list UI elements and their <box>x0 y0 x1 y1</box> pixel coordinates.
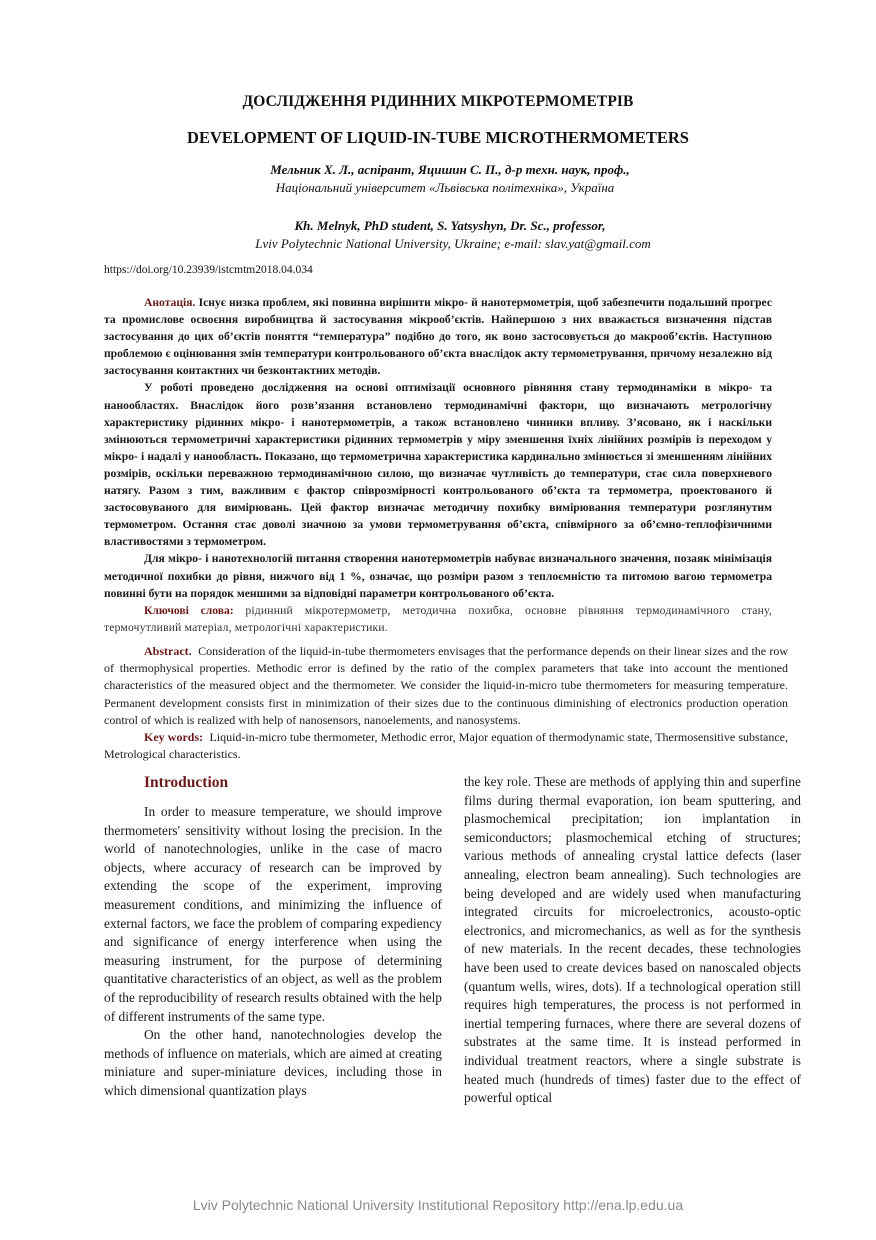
body-paragraph: In order to measure temperature, we should improve thermometers' sensitivity without losing the precision. In the world of nanotechnologies, unlike in the case of macro objects, where accuracy of research can be improved by extending the scope of the experiment, improving measurement conditions, and minimizing the influence of external factors, we face the problem of comparing expediency and significance of energy interference when using the measuring instrument, for the purpose of determining quantitative characteristics of an object, as well as the problem of the reproducibility of research results obtained with the help of different instruments of the same type. <box>104 804 442 1024</box>
annotation-paragraph: Для мікро- і нанотехнологій питання створення нанотермометрів набуває визначального значення, позаяк мінімізація методичної похибки до рівня, нижчого від 1 %, означає, що розміри разом з теплоємністю та питомою вагою термометра повинні бути на порядок меншими за відповідні параметри контрольованого об’єкта. <box>104 552 772 600</box>
section-heading-introduction: Introduction <box>144 774 229 791</box>
keywords-text: Liquid-in-micro tube thermometer, Methodic error, Major equation of thermodynamic state, Thermosensitive substance, Metrological characteristics. <box>104 730 789 762</box>
keywords-english <box>104 729 788 763</box>
keywords-label: Key words: <box>144 730 204 745</box>
annotation-text: Існує низка проблем, які повинна вирішити мікро- й нанотермометрія, щоб забезпечити подальший прогрес та промислове освоєння виробництва й застосування мікрооб’єктів. Найпершою з них вважається визначення підстав застосування до цих об’єктів поняття “температура” подібно до того, як воно застосовується до макрооб’єктів. Наступною проблемою є оцінювання змін температури контрольованого об’єкта внаслідок акту термометрування, причому незалежно від застосування контактних чи безконтактних методів. <box>104 296 772 378</box>
right-column <box>464 770 801 1108</box>
affiliation-english: Lviv Polytechnic National University, Ukraine; e-mail: slav.yat@gmail.com <box>255 236 651 251</box>
authors-ukrainian: Мельник Х. Л., аспірант, Яцишин С. П., д-р техн. наук, проф., <box>270 162 630 177</box>
keywords-label: Ключові слова: <box>144 603 234 617</box>
doi-link[interactable]: https://doi.org/10.23939/istcmtm2018.04.034 <box>104 264 313 276</box>
title-ukrainian: ДОСЛІДЖЕННЯ РІДИННИХ МІКРОТЕРМОМЕТРІВ <box>242 93 634 110</box>
left-column <box>104 770 442 1101</box>
affiliation-ukrainian: Національний університет «Львівська політехніка», Україна <box>275 180 615 195</box>
annotation-label: Анотація. <box>144 296 196 309</box>
abstract-english <box>104 643 788 763</box>
annotation-ukrainian <box>104 294 772 636</box>
keywords-text: рідинний мікротермометр, методична похибка, основне рівняння термодинамічного стану, термочутливий матеріал, метрологічні характеристики. <box>104 603 772 634</box>
abstract-text: Consideration of the liquid-in-tube thermometers envisages that the performance depends on their linear sizes and the row of thermophysical properties. Methodic error is defined by the ratio of the complex parameters that take into account the mentioned characteristics of the measured object and the thermometer. We consider the liquid-in-micro tube thermometers for measuring temperature. Permanent development consists first in minimization of their sizes due to the continuous diminishing of electronics production operation control of which is realized with help of nanosensors, nanoelements, and nanosystems. <box>104 644 789 727</box>
keywords-ukrainian <box>104 602 772 636</box>
authors-english: Kh. Melnyk, PhD student, S. Yatsyshyn, Dr. Sc., professor, <box>294 218 606 233</box>
title-english: DEVELOPMENT OF LIQUID-IN-TUBE MICROTHERMOMETERS <box>187 128 689 147</box>
body-paragraph: the key role. These are methods of applying thin and superfine films during thermal evaporation, ion beam sputtering, and plasmochemical precipitation; ion implantation in semiconductors; plasmochemical etching of structures; various methods of annealing crystal lattice defects (laser annealing, electron beam annealing). Such technologies are being developed and are widely used when manufacturing integrated circuits for microelectronics, acousto-optic electronics, and micromechanics, as well as for the synthesis of new materials. In the recent decades, these technologies have been used to create devices based on nanoscaled objects (quantum wells, wires, dots). If a technological operation still requires high temperatures, the process is not performed in inertial tempering furnaces, where there are several dozens of substrates at the same time. It is instead performed in individual treatment reactors, where a single substrate is heated much (hundreds of times) faster due to the effect of powerful optical <box>464 774 801 1106</box>
abstract-label: Abstract. <box>144 644 192 658</box>
body-paragraph: On the other hand, nanotechnologies develop the methods of influence on materials, which are aimed at creating miniature and super-miniature devices, including those in which dimensional quantization plays <box>104 1027 442 1098</box>
abstract-paragraph <box>104 643 788 729</box>
repository-footer: Lviv Polytechnic National University Institutional Repository http://ena.lp.edu.ua <box>192 1197 684 1213</box>
annotation-paragraph <box>104 294 772 379</box>
annotation-paragraph: У роботі проведено дослідження на основі оптимізації основного рівняння стану термодинаміки в мікро- та нанообластях. Внаслідок його розв’язання встановлено термодинамічні фактори, що визначають метрологічну характеристику рідинних мікро- і нанотермометрів, а також встановлено чинники впливу. З’ясовано, як і наскільки змінюються термометричні характеристики рідинних термометрів у міру зменшення їхніх лінійних розмірів із переходом у мікро- і надалі у нанообласть. Показано, що термометрична характеристика кардинально змінюється зі зменшенням лінійних розмірів, оскільки переважною термодинамічною силою, що визначає чутливість до температури, стає сила поверхневого натягу. Разом з тим, важливим є фактор співрозмірності контрольованого об’єкта та термометра, проектованого й застосовуваного для вимірювань. Цей фактор визначає методичну похибку вимірювання температури розглянутим термометром. Остання стає доволі значною за умови термометрування об’єкта, співмірного за об’ємно-теплофізичними властивостями з термометром. <box>104 381 772 549</box>
